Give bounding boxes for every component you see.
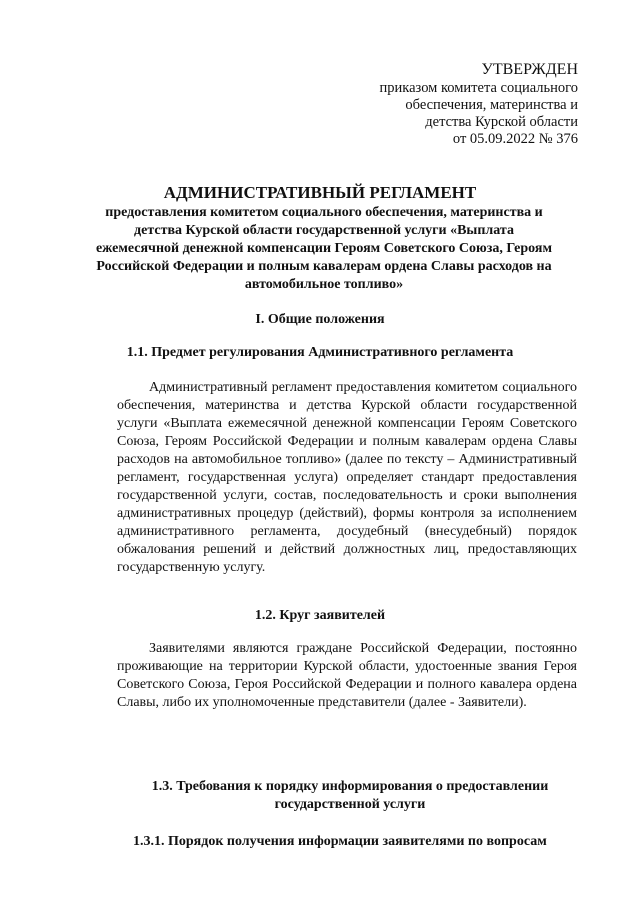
approval-title: УТВЕРЖДЕН <box>481 61 578 78</box>
section-heading-1-3-1: 1.3.1. Порядок получения информации заявителями по вопросам <box>133 834 547 849</box>
document-title: АДМИНИСТРАТИВНЫЙ РЕГЛАМЕНТ <box>163 183 477 202</box>
approval-line: приказом комитета социального <box>379 80 578 96</box>
approval-order-number: от 05.09.2022 № 376 <box>452 131 578 147</box>
paragraph-1-1: Административный регламент предоставления комитетом социального обеспечения, материнства и детства Курской области государственной услуги «Выплата ежемесячной денежной компенсации Героям Советского Союза, Героям Российской Федерации и полным кавалерам ордена Славы расходов на автомобильное топливо» (далее по тексту – Административный регламент, государственная услуга) определяет стандарт предоставления государственной услуги, состав, последовательность и сроки выполнения административных процедур (действий), формы контроля за исполнением административного регламента, досудебный (внесудебный) порядок обжалования решений и действий должностных лиц, предоставляющих государственную услугу. <box>117 380 577 575</box>
approval-line: обеспечения, материнства и <box>405 97 578 113</box>
section-heading-1-2: 1.2. Круг заявителей <box>254 608 386 623</box>
paragraph-1-2: Заявителями являются граждане Российской Федерации, постоянно проживающие на территории Курской области, удостоенные звания Героя Советского Союза, Героя Российской Федерации и полного кавалера ордена Славы, либо их уполномоченные представители (далее - Заявители). <box>117 641 577 710</box>
section-heading-1-3: 1.3. Требования к порядку информирования о предоставлении государственной услуги <box>151 779 549 812</box>
section-heading-general: I. Общие положения <box>255 312 385 327</box>
approval-stamp <box>380 60 578 148</box>
section-heading-1-1: 1.1. Предмет регулирования Административного регламента <box>126 345 514 360</box>
document-subtitle: предоставления комитетом социального обеспечения, материнства и детства Курской области государственной услуги «Выплата ежемесячной денежной компенсации Героям Советского Союза, Героям Российской Федерации и полным кавалерам ордена Славы расходов на автомобильное топливо» <box>95 205 553 292</box>
approval-line: детства Курской области <box>425 114 578 130</box>
